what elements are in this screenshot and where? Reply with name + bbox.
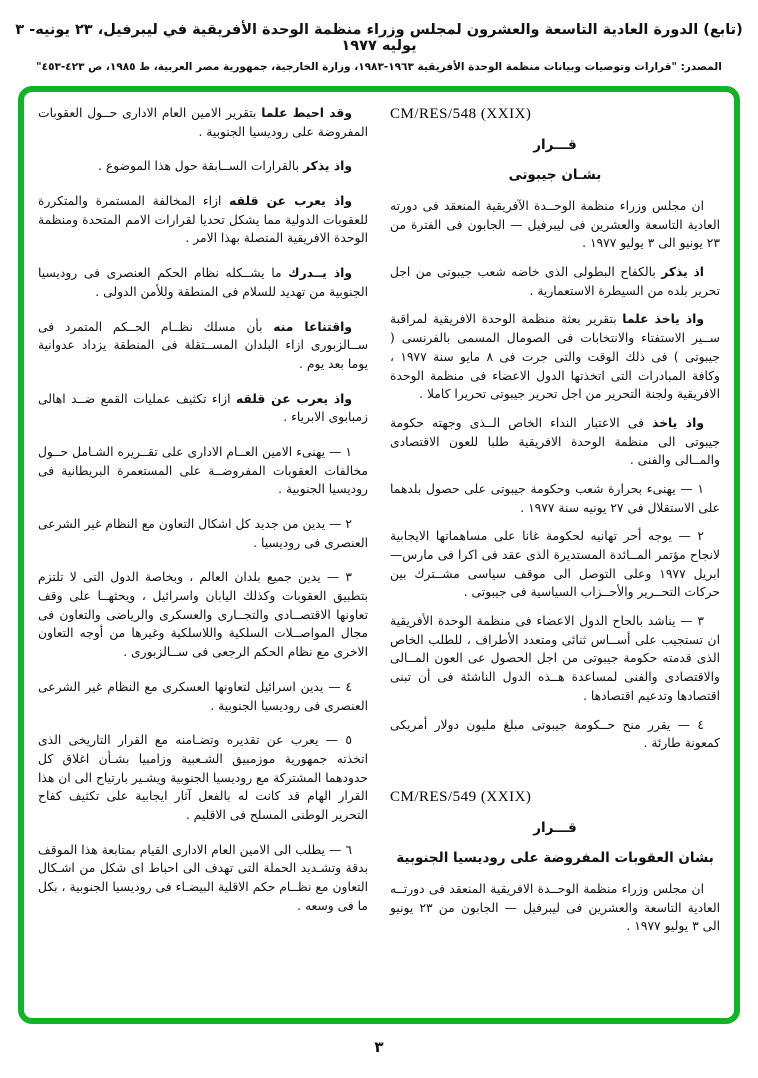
paragraph (38, 678, 368, 715)
page-number: ٣ (374, 1038, 384, 1056)
paragraph (38, 104, 368, 141)
paragraph-lead: واذ ياخذ علما (622, 312, 704, 327)
paragraph-text: بأن مسلك نظــام الحــكم المتمرد فى ســالزبورى ازاء البلدان المســتقلة فى المنطقة يزداد عدوانية يوما بعد يوم . (38, 319, 368, 371)
paragraph-text: ما يشــكله نظام الحكم العنصرى فى روديسيا الجنوبية من تهديد للسلام فى المنطقة وللأمن الدولى . (38, 266, 368, 299)
paragraph-text: ازاء المخالفة المستمرة والمتكررة للعقوبات الدولية مما يشكل تحديا لقرارات الامم المتحدة ومنظمة الوحدة الافريقية المتصلة بهذا الامر . (38, 194, 368, 246)
paragraph-text: ٤ — يدين اسرائيل لتعاونها العسكرى مع النظام غير الشرعى العنصرى فى روديسيا الجنوبية . (38, 679, 368, 713)
paragraph-text: ٥ — يعرب عن تقديره وتضـامنه مع القرار التاريخى الذى اتخذته جمهورية موزمبيق الشـعبية وزامبيا بشـأن اغلاق كل حدودهما المشتركة مع روديسيا الجنوبية ويشـير بارتياح الى ان هذا القرار الهام قد كانت له بالفعل آثار ايجابية على تكثيف كفاح التحرير الوطنى المسلح فى الاقليم . (38, 733, 368, 822)
paragraph-text: ٢ — يوجه أحر تهانيه لحكومة غانا على مساهماتها الايجابية لانجاح مؤتمر المــائدة المستديرة الذى عقد فى اكرا فى مارس— ابريل ١٩٧٧ وعلى التوصل الى موقف سياسى مشــترك بين حركات التحــرير والأحــزاب السياسية فى جيبوتى . (390, 529, 720, 600)
paragraph-lead: واذ يعرب عن قلقه (229, 194, 352, 209)
paragraph-text: بتقرير الامين العام الادارى حــول العقوبات المفروضة على روديسيا الجنوبية . (38, 106, 368, 139)
paragraph (38, 731, 368, 824)
paragraph (38, 443, 368, 499)
paragraph-text: ان مجلس وزراء منظمة الوحــدة الافريقية المنعقد فى دورتــه العادية التاسعة والعشرين فى ليبرفيل — الجابون من ٢٣ يونيو الى ٣ يوليو ١٩٧٧ . (390, 881, 720, 934)
header-session-title: (تابع) الدورة العادية التاسعة والعشرون لمجلس وزراء منظمة الوحدة الأفريقية في ليبرفيل، ٢٣ يونيه- ٣ يوليه ١٩٧٧ (15, 22, 743, 54)
two-column-layout (38, 104, 720, 1006)
content-frame (18, 86, 740, 1024)
paragraph-lead: وقد احيط علما (261, 106, 352, 120)
paragraph (38, 568, 368, 661)
resolution-heading: قـــرار (533, 137, 577, 153)
column-left (38, 104, 368, 1006)
paragraph (390, 612, 720, 705)
resolution-heading: بشـان جيبوتى (508, 167, 602, 183)
paragraph-text: ازاء تكثيف عمليات القمع ضــد اهالى زمبابوى الابرياء . (38, 391, 368, 425)
paragraph-text: ٢ — يدين من جديد كل اشكال التعاون مع النظام غير الشرعى العنصرى فى روديسيا . (38, 517, 368, 550)
column-right (390, 104, 720, 1006)
paragraph (390, 716, 720, 753)
paragraph-lead: اذ يذكر (661, 265, 705, 280)
paragraph-lead: واذ يــدرك (288, 266, 352, 281)
paragraph (38, 157, 368, 176)
resolution-heading: قـــرار (533, 819, 577, 836)
paragraph-text: بتقرير بعثة منظمة الوحدة الافريقية لمراقبة ســير الاستفتاء والانتخابات فى الصومال المسمى بالفرنسى ( جيبوتى ) فى ذلك الوقت والتى جرت فى ٨ مايو سنة ١٩٧٧ ، وكافة المبادرات التى اتخذتها الدول الاعضاء فى منظمة الوحدة الافريقية ولجنة التحرير من اجل تحرير جيبوتى تحريرا كاملا . (390, 312, 720, 402)
paragraph-text: فى الاعتبار النداء الخاص الــذى وجهته حكومة جيبوتى الى منظمة الوحدة الافريقية طلبا للعون الاقتصادى والمــالى والفنى . (390, 415, 720, 468)
header-source-citation: المصدر: "قرارات وتوصيات وبيانات منظمة الوحدة الأفريقية ١٩٦٣-١٩٨٣، وزارة الخارجية، جمهورية مصر العربية، ط ١٩٨٥، ص ٤٢٣-٤٥٣" (36, 61, 722, 73)
paragraph (390, 310, 720, 403)
paragraph-text: بالكفاح البطولى الذى خاضه شعب جيبوتى من اجل تحرير بلده من السيطرة الاستعمارية . (390, 265, 720, 298)
paragraph-text: ١ — يهنىء بحرارة شعب وحكومة جيبوتى على حصول بلدهما على الاستقلال فى ٢٧ يونيه سنة ١٩٧٧ . (390, 481, 720, 515)
paragraph (390, 263, 720, 300)
paragraph-text: ١ — يهنىء الامين العــام الادارى على تقــريره الشـامل حــول مخالفات العقوبات المفروضــة على المستعمرة البريطانية فى روديسيا الجنوبية . (38, 444, 368, 497)
paragraph-text: ان مجلس وزراء منظمة الوحــدة الآفريقية المنعقد فى دورته العادية التاسعة والعشرين فى ليبرفيل — الجابون فى الفترة من ٢٣ يونيو الى ٣ يوليو ١٩٧٧ . (390, 199, 720, 251)
paragraph (390, 414, 720, 470)
paragraph (390, 197, 720, 253)
paragraph-text: بالقرارات الســابقة حول هذا الموضوع . (98, 159, 300, 174)
paragraph-text: ٣ — يناشد بالحاح الدول الاعضاء فى منظمة الوحدة الأفريقية ان تستجيب على أســاس ثنائى ومتعدد الأطراف ، للطلب الخاص الذى قدمته حكومة جيبوتى من اجل الحصول عى العون المــالى والاقتصادى والفنى لمساعدة هــذه الدول الناشئة فى أن تبنى اقتصادها وتدعيم اقتصادها . (390, 614, 720, 703)
paragraph-lead: واذ يذكر (303, 159, 352, 174)
paragraph-lead: واقتناعا منه (273, 319, 352, 334)
paragraph-text: ٣ — يدين جميع بلدان العالم ، وبخاصة الدول التى لا تلتزم بتطبيق العقوبات وكذلك اليابان واسرائيل ، ويحثهــا على وقف تعاونها الاقتصــادى والتجــارى والعسكرى والرياضى والتعاون فى مجال المواصــلات السلكية واللاسلكية وغيرها من أوجه التعاون الاخرى مع نظام الحكم الرجعى فى ســالزبورى . (38, 570, 368, 660)
paragraph (390, 527, 720, 602)
page-header (0, 0, 758, 73)
paragraph-lead: واذ ياخذ (652, 415, 704, 430)
paragraph (38, 192, 368, 248)
paragraph (390, 480, 720, 517)
paragraph (38, 841, 368, 916)
paragraph (38, 318, 368, 374)
paragraph (38, 390, 368, 427)
paragraph-text: ٦ — يطلب الى الامين العام الادارى القيام بمتابعة هذا الموقف بدقة وتشـديد الحملة التى تهدف الى احباط اى شكل من اشـكال التعاون مع نظــام حكم الاقلية البيضـاء فى روديسيا الجنوبية ، بكل ما فى وسعه . (38, 842, 368, 913)
resolution-number: CM/RES/549 (XXIX) (390, 788, 532, 805)
resolution-number: CM/RES/548 (XXIX) (390, 106, 532, 122)
resolution-heading: بشان العقوبات المفروضة على روديسيا الجنوبية (396, 849, 714, 866)
paragraph (38, 515, 368, 552)
paragraph (390, 880, 720, 936)
paragraph-lead: واذ يعرب عن قلقه (235, 391, 352, 406)
paragraph (38, 264, 368, 301)
paragraph-text: ٤ — يقرر منح حــكومة جيبوتى مبلغ مليون دولار أمريكى كمعونة طارئة . (390, 717, 720, 751)
